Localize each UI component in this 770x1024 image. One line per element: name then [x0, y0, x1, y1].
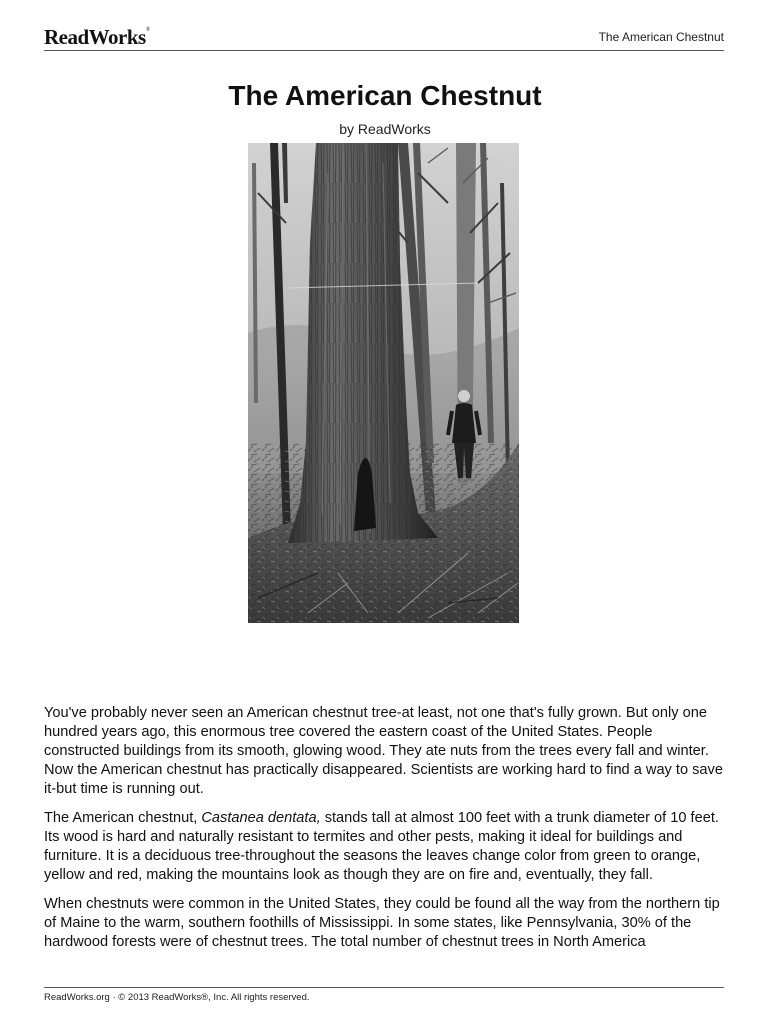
header-document-title: The American Chestnut	[598, 30, 724, 44]
paragraph-3: When chestnuts were common in the United States, they could be found all the way from the northern tip of Maine to the warm, southern foothills of Mississippi. In some states, like Pennsylvania, 30% of the hardwood forests were of chestnut trees. The total number of chestnut trees in North America	[44, 896, 720, 950]
scientific-name: Castanea dentata,	[201, 810, 321, 826]
registered-mark: ®	[145, 27, 150, 33]
article-byline: by ReadWorks	[339, 121, 431, 137]
article-title: The American Chestnut	[228, 80, 542, 111]
paragraph-2-rest: stands tall at almost 100 feet with a trunk diameter of 10 feet. Its wood is hard and naturally resistant to termites and other pests, making it ideal for buildings and furniture. It is a deciduous tree-throughout the seasons the leaves change color from green to orange, yellow and red, making the mountains look as though they are on fire and, eventually, they fall.	[44, 810, 719, 883]
article-body	[44, 704, 730, 962]
paragraph-2	[44, 809, 730, 885]
logo-text: ReadWorks	[44, 25, 146, 49]
page-header	[44, 22, 724, 51]
paragraph-2-start: The American chestnut,	[44, 810, 202, 826]
page-footer: ReadWorks.org · © 2013 ReadWorks®, Inc. All rights reserved.	[44, 987, 724, 1003]
paragraph-1: You've probably never seen an American chestnut tree-at least, not one that's fully grown. But only one hundred years ago, this enormous tree covered the eastern coast of the United States. People constructed buildings from its smooth, glowing wood. They ate nuts from the trees every fall and winter. Now the American chestnut has practically disappeared. Scientists are working hard to find a way to save it-but time is running out.	[44, 705, 723, 797]
readworks-logo	[44, 25, 150, 50]
chestnut-tree-photo	[248, 143, 519, 623]
